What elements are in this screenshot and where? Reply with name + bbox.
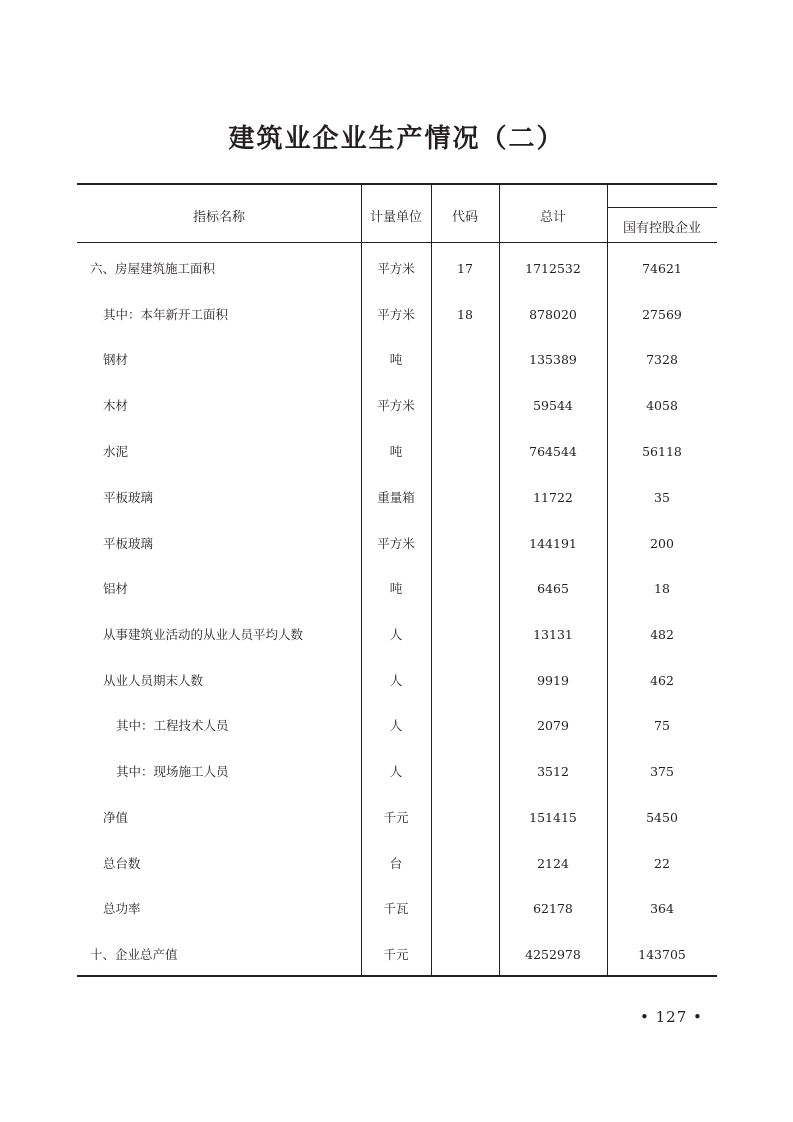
table-bottom-rule (77, 975, 717, 977)
row-state: 35 (654, 490, 670, 505)
row-state: 462 (650, 673, 674, 688)
row-state: 22 (654, 856, 670, 871)
row-state: 7328 (646, 352, 678, 367)
page-title: 建筑业企业生产情况（二） (228, 124, 565, 154)
row-total: 9919 (537, 673, 569, 688)
row-name: 水泥 (103, 444, 129, 459)
row-total: 4252978 (525, 947, 581, 962)
row-state: 4058 (646, 398, 678, 413)
row-code: 18 (457, 307, 473, 322)
row-unit: 台 (389, 856, 403, 871)
row-total: 135389 (529, 352, 577, 367)
row-unit: 人 (389, 764, 403, 779)
row-state: 5450 (646, 810, 678, 825)
page-number: • 127 • (640, 1008, 703, 1026)
row-state: 200 (650, 536, 674, 551)
row-unit: 人 (389, 673, 403, 688)
row-total: 144191 (529, 536, 577, 551)
header-unit: 计量单位 (369, 210, 422, 225)
header-total: 总计 (539, 210, 566, 225)
row-name: 平板玻璃 (103, 536, 154, 551)
header-code: 代码 (451, 210, 478, 225)
header-name: 指标名称 (192, 210, 245, 225)
row-total: 878020 (529, 307, 577, 322)
row-state: 27569 (642, 307, 682, 322)
row-unit: 平方米 (377, 307, 415, 322)
row-state: 482 (650, 627, 674, 642)
row-total: 13131 (533, 627, 573, 642)
row-name: 净值 (103, 810, 129, 825)
column-divider (431, 183, 432, 976)
row-total: 2124 (537, 856, 569, 871)
row-total: 151415 (529, 810, 577, 825)
row-total: 11722 (533, 490, 573, 505)
row-unit: 千元 (383, 810, 409, 825)
row-unit: 平方米 (377, 261, 415, 276)
row-unit: 平方米 (377, 536, 415, 551)
table-top-rule (77, 183, 717, 185)
row-name: 铝材 (103, 581, 129, 596)
row-unit: 重量箱 (377, 490, 415, 505)
row-total: 2079 (537, 718, 569, 733)
header-state: 国有控股企业 (622, 221, 701, 236)
row-unit: 人 (389, 718, 403, 733)
row-state: 56118 (642, 444, 682, 459)
data-table (77, 183, 717, 977)
row-unit: 吨 (389, 352, 403, 367)
row-unit: 千瓦 (383, 901, 409, 916)
row-code: 17 (457, 261, 473, 276)
sub-header-rule (607, 207, 717, 208)
row-total: 62178 (533, 901, 573, 916)
row-name: 总功率 (103, 901, 141, 916)
row-state: 143705 (638, 947, 686, 962)
row-name: 其中：本年新开工面积 (103, 307, 229, 322)
row-total: 1712532 (525, 261, 581, 276)
row-state: 18 (654, 581, 670, 596)
row-name: 其中：工程技术人员 (116, 718, 229, 733)
row-total: 59544 (533, 398, 573, 413)
row-name: 平板玻璃 (103, 490, 154, 505)
row-state: 375 (650, 764, 674, 779)
row-name: 从业人员期末人数 (103, 673, 204, 688)
row-unit: 人 (389, 627, 403, 642)
row-name: 从事建筑业活动的从业人员平均人数 (103, 627, 304, 642)
row-name: 木材 (103, 398, 129, 413)
row-state: 75 (654, 718, 670, 733)
header-bottom-rule (77, 242, 717, 243)
row-unit: 千元 (383, 947, 409, 962)
row-unit: 吨 (389, 444, 403, 459)
row-state: 74621 (642, 261, 682, 276)
row-total: 764544 (529, 444, 577, 459)
row-name: 六、房屋建筑施工面积 (90, 261, 216, 276)
row-total: 3512 (537, 764, 569, 779)
row-name: 总台数 (103, 856, 141, 871)
row-name: 十、企业总产值 (90, 947, 178, 962)
row-name: 其中：现场施工人员 (116, 764, 229, 779)
row-state: 364 (650, 901, 674, 916)
row-name: 钢材 (103, 352, 129, 367)
row-total: 6465 (537, 581, 569, 596)
row-unit: 吨 (389, 581, 403, 596)
row-unit: 平方米 (377, 398, 415, 413)
